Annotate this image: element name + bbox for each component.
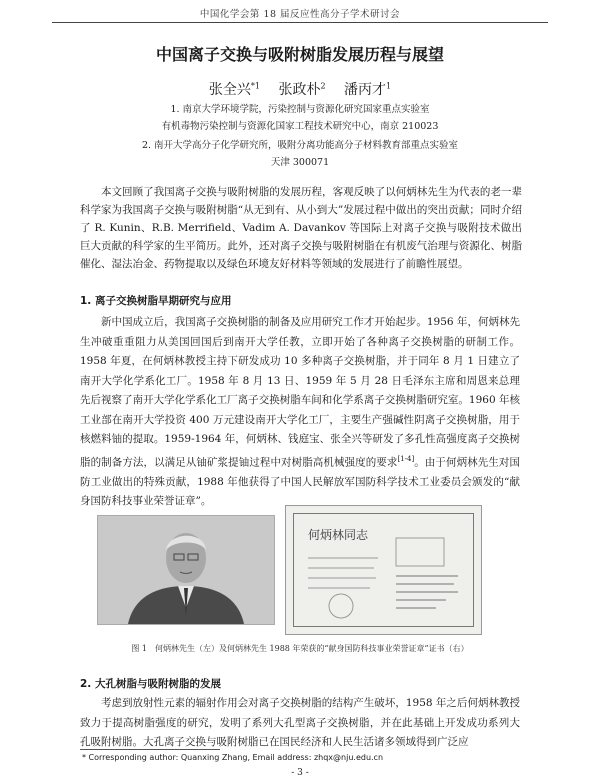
author: 潘丙才$^1$ (344, 81, 392, 98)
certificate-name: 何炳林同志 (308, 528, 369, 542)
paper-title: 中国离子交换与吸附树脂发展历程与展望 (155, 45, 444, 64)
section-heading-2: 2. 大孔树脂与吸附树脂的发展 (80, 678, 221, 690)
header-rule (52, 22, 548, 23)
abstract: 本文回顾了我国离子交换与吸附树脂的发展历程，客观反映了以何炳林先生为代表的老一辈科学家为我国离子交换与吸附树脂“从无到有、从小到大”发展过程中做出的突出贡献；同时介绍了 R. Kunin、R.B. Merrifield、Vadim A. Davankov 等国际上对离子交换与吸附技术做出巨大贡献的科学家的生平简历。此外，还对离子交换与吸附树脂在有机废气治理与资源化、树脂催化、湿法冶金、药物提取以及绿色环境友好材料等领域的发展进行了前瞻性展望。 (80, 186, 522, 270)
running-head: 中国化学会第 18 届反应性高分子学术研讨会 (199, 9, 401, 20)
affiliation-2: 2. 南开大学高分子化学研究所，吸附分离功能高分子材料教育部重点实验室 (141, 140, 459, 151)
author: 张全兴$^{*1}$ (208, 81, 260, 98)
section-2-paragraph: 考虑到放射性元素的辐射作用会对离子交换树脂的结构产生破坏，1958 年之后何炳林教授致力于提高树脂强度的研究，发明了系列大孔型离子交换树脂，并在此基础上开发成功系列大孔吸附树脂。大孔离子交换与吸附树脂已在国民经济和人民生活诸多领域得到广泛应 (80, 697, 520, 748)
affiliation-2-cont: 天津 300071 (270, 157, 330, 168)
author-list (0, 79, 600, 99)
section-heading-1: 1. 离子交换树脂早期研究与应用 (80, 295, 232, 307)
footnote-rule (80, 749, 220, 750)
footnote: * Corresponding author: Quanxing Zhang, Email address: zhqx@nju.edu.cn (82, 753, 384, 762)
citation: [1-4] (397, 454, 415, 463)
affiliation-1: 1. 南京大学环境学院，污染控制与资源化研究国家重点实验室 (170, 104, 430, 115)
certificate-image (285, 505, 482, 635)
section-1-paragraph: 新中国成立后，我国离子交换树脂的制备及应用研究工作才开始起步。1956 年，何炳林先生冲破重重阻力从美国回国后到南开大学任教，立即开始了各种离子交换树脂的研制工作。1958 年夏，在何炳林教授主持下研发成功 10 多种离子交换树脂，并于同年 8 月 1 日建立了南开大学化学系化工厂。1958 年 8 月 13 日、1959 年 5 月 28 日毛泽东主席和周恩来总理先后视察了南开大学化学系化工厂离子交换树脂车间和化学系离子交换树脂研究室。1960 年核工业部在南开大学投资 400 万元建设南开大学化工厂，主要生产强碱性阴离子交换树脂，用于核燃料铀的提取。1959-1964 年，何炳林、钱庭宝、张全兴等研发了多孔性高强度离子交换树脂的制备方法，以满足从铀矿浆提铀过程中对树脂高机械强度的要求[1-4]。由于何炳林先生对国防工业做出的特殊贡献，1988 年他获得了中国人民解放军国防科学技术工业委员会颁发的“献身国防科技事业荣誉证章”。 (80, 316, 521, 507)
page-number: - 3 - (291, 768, 309, 778)
affiliation-1-cont: 有机毒物污染控制与资源化国家工程技术研究中心，南京 210023 (161, 121, 439, 132)
author: 张政朴$^2$ (278, 81, 326, 98)
figure-caption: 图 1 何炳林先生（左）及何炳林先生 1988 年荣获的“献身国防科技事业荣誉证章”证书（右） (131, 644, 469, 653)
portrait-photo (97, 515, 275, 625)
